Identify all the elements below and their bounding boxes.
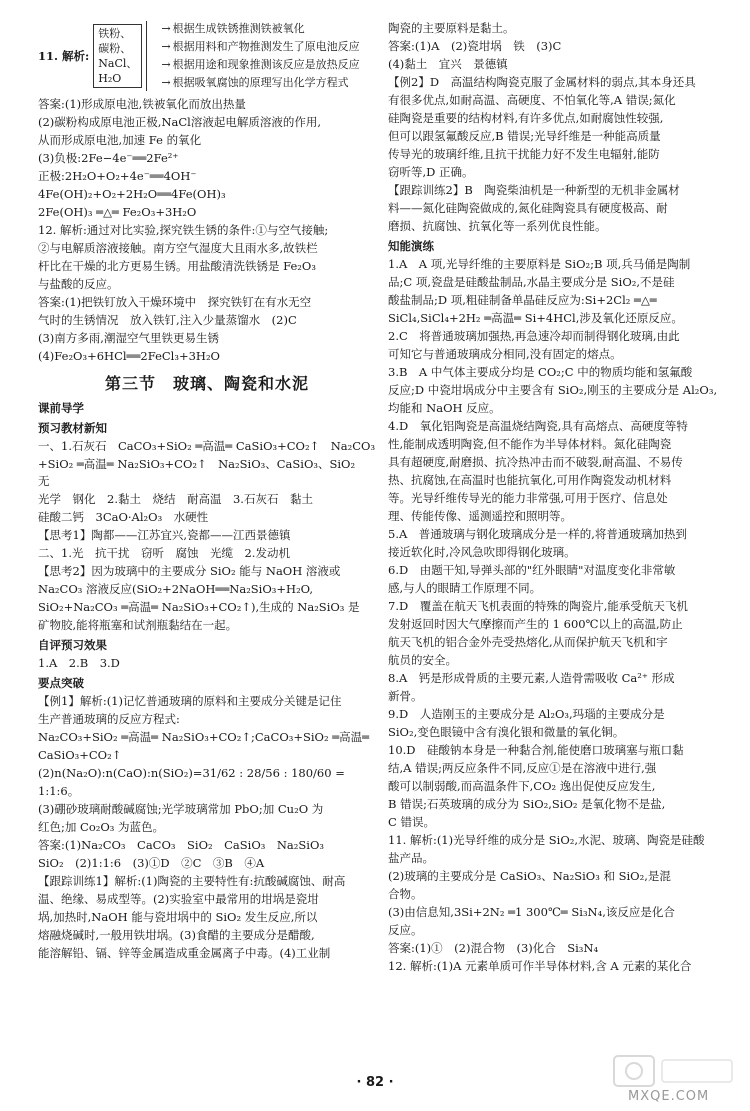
- text-line: 传导光的玻璃纤维,且抗干扰能力好不发生电辐射,能防: [388, 147, 660, 161]
- reactant-item: 碳粉、: [98, 42, 132, 55]
- text-line: 均能和 NaOH 反应。: [388, 401, 501, 415]
- reactant-item: H₂O: [98, 72, 122, 85]
- inference-item: → 根据生成铁锈推测铁被氧化: [161, 20, 359, 37]
- text-line: (2)碳粉构成原电池正极,NaCl溶液起电解质溶液的作用,: [38, 115, 321, 129]
- pre-guide-heading: 课前导学: [38, 401, 84, 415]
- text-line: SiO₂,变色眼镜中含有溴化银和微量的氧化铜。: [388, 725, 625, 739]
- text-line: 但可以跟氢氟酸反应,B 错误;光导纤维是一种能高质量: [388, 129, 661, 143]
- text-line: 理、传能传像、遥测遥控和照明等。: [388, 509, 572, 523]
- key-points-heading: 要点突破: [38, 676, 84, 690]
- text-line: 答案:(1)A (2)瓷坩埚 铁 (3)C: [388, 39, 562, 53]
- text-line: 反应;D 中瓷坩埚成分中主要含有 SiO₂,刚玉的主要成分是 Al₂O₃,: [388, 383, 718, 397]
- text-line: 答案:(1)把铁钉放入干燥环境中 探究铁钉在有水无空: [38, 295, 312, 309]
- answer-12: [38, 222, 376, 365]
- text-line: B 错误;石英玻璃的成分为 SiO₂,SiO₂ 是氧化物不是盐,: [388, 797, 666, 811]
- text-line: 航天飞机的铝合金外壳受热熔化,从而保护航天飞机和宇: [388, 635, 668, 649]
- text-line: 硅酸二钙 3CaO·Al₂O₃ 水硬性: [38, 510, 209, 524]
- text-line: Na₂CO₃ 溶液反应(SiO₂+2NaOH══Na₂SiO₃+H₂O,: [38, 582, 314, 596]
- text-line: SiO₂+Na₂CO₃ ═高温═ Na₂SiO₃+CO₂↑),生成的 Na₂SiO₃ 是: [38, 600, 360, 614]
- text-line: 一、1.石灰石 CaCO₃+SiO₂ ═高温═ CaSiO₃+CO₂↑ Na₂CO₃: [38, 439, 376, 453]
- right-top-body: [388, 20, 728, 235]
- self-eval-answers: 1.A 2.B 3.D: [38, 656, 120, 670]
- text-line: C 错误。: [388, 815, 435, 829]
- text-line: 可知它与普通玻璃成分相同,没有固定的熔点。: [388, 347, 622, 361]
- text-line: 温、绝缘、易成型等。(2)实验室中最常用的坩埚是瓷坩: [38, 892, 319, 906]
- text-line: (4)黏土 宜兴 景德镇: [388, 57, 508, 71]
- answer-11-body: [38, 96, 376, 221]
- text-line: 7.D 覆盖在航天飞机表面的特殊的陶瓷片,能承受航天飞机: [388, 599, 688, 613]
- text-line: 发射返回时因大气摩擦而产生的 1 600℃以上的高温,防止: [388, 617, 683, 631]
- text-line: 3.B A 中气体主要成分均是 CO₂;C 中的物质均能和氢氟酸: [388, 365, 693, 379]
- text-line: 答案:(1)Na₂CO₃ CaCO₃ SiO₂ CaSiO₃ Na₂SiO₃: [38, 838, 324, 852]
- text-line: 1:1:6。: [38, 784, 80, 798]
- text-line: 品;C 项,瓷盘是硅酸盐制品,水晶主要成分是 SiO₂,不是硅: [388, 275, 675, 289]
- key-points-body: [38, 693, 376, 962]
- page-number: · 82 ·: [356, 1075, 394, 1090]
- text-line: 6.D 由题干知,导弹头部的"红外眼睛"对温度变化非常敏: [388, 563, 676, 577]
- text-line: SiO₂ (2)1:1:6 (3)①D ②C ③B ④A: [38, 856, 265, 870]
- text-line: 等。光导纤维传导光的能力非常强,可用于医疗、信息处: [388, 491, 668, 505]
- text-line: 红色;加 Co₂O₃ 为蓝色。: [38, 820, 165, 834]
- text-line: 能溶解铅、镉、锌等金属造成重金属离子中毒。(4)工业制: [38, 946, 331, 960]
- text-line: 具有超硬度,耐磨损、抗冷热冲击而不破裂,耐高温、不易传: [388, 455, 683, 469]
- text-line: 新骨。: [388, 689, 423, 703]
- text-line: 【跟踪训练2】B 陶瓷柴油机是一种新型的无机非金属材: [388, 183, 680, 197]
- text-line: 杆比在干燥的北方更易生锈。用盐酸清洗铁锈是 Fe₂O₃: [38, 259, 316, 273]
- text-line: 答案:(1)① (2)混合物 (3)化合 Si₃N₄: [388, 941, 599, 955]
- left-column: [38, 20, 376, 963]
- text-line: 【思考2】因为玻璃中的主要成分 SiO₂ 能与 NaOH 溶液或: [38, 564, 341, 578]
- text-line: 生产普通玻璃的反应方程式:: [38, 712, 180, 726]
- text-line: 2.C 将普通玻璃加强热,再急速冷却而制得钢化玻璃,由此: [388, 329, 680, 343]
- text-line: 答案:(1)形成原电池,铁被氧化而放出热量: [38, 97, 246, 111]
- inference-item: → 根据用途和现象推测该反应是放热反应: [161, 56, 359, 73]
- text-line: CaSiO₃+CO₂↑: [38, 748, 122, 762]
- text-line: 【思考1】陶都——江苏宜兴,瓷都——江西景德镇: [38, 528, 291, 542]
- text-line: 8.A 钙是形成骨质的主要元素,人造骨需吸收 Ca²⁺ 形成: [388, 671, 675, 685]
- reactant-item: 铁粉、: [98, 27, 132, 40]
- text-line: 二、1.光 抗干扰 窃听 腐蚀 光缆 2.发动机: [38, 546, 290, 560]
- text-line: 酸可以制弱酸,而高温条件下,CO₂ 逸出促使反应发生,: [388, 779, 656, 793]
- text-line: 5.A 普通玻璃与钢化玻璃成分是一样的,将普通玻璃加热到: [388, 527, 687, 541]
- text-line: 陶瓷的主要原料是黏土。: [388, 21, 515, 35]
- text-line: 酸盐制品;D 项,粗硅制备单晶硅反应为:Si+2Cl₂ ═△═: [388, 293, 657, 307]
- text-line: 光学 钢化 2.黏土 烧结 耐高温 3.石灰石 黏土: [38, 492, 313, 506]
- text-line: (2)玻璃的主要成分是 CaSiO₃、Na₂SiO₃ 和 SiO₂,是混: [388, 869, 671, 883]
- section-title: 第三节 玻璃、陶瓷和水泥: [104, 374, 309, 393]
- text-line: (3)负极:2Fe−4e⁻══2Fe²⁺: [38, 151, 179, 165]
- text-line: 12. 解析:(1)A 元素单质可作半导体材料,含 A 元素的某化合: [388, 959, 692, 973]
- text-line: 11. 解析:(1)光导纤维的成分是 SiO₂,水泥、玻璃、陶瓷是硅酸: [388, 833, 705, 847]
- text-line: 【例1】解析:(1)记忆普通玻璃的原料和主要成分关键是记住: [38, 694, 342, 708]
- practice-body: [388, 256, 728, 975]
- watermark-text: MXQE.COM: [628, 1089, 710, 1104]
- text-line: 感,与人的眼睛工作原理不同。: [388, 581, 542, 595]
- text-line: 航员的安全。: [388, 653, 457, 667]
- text-line: 12. 解析:通过对比实验,探究铁生锈的条件:①与空气接触;: [38, 223, 329, 237]
- answer-11-label: 11. 解析:: [38, 48, 90, 63]
- text-line: 熔融烧碱时,一般用铁坩埚。(3)食醋的主要成分是醋酸,: [38, 928, 315, 942]
- text-line: +SiO₂ ═高温═ Na₂SiO₃+CO₂↑ Na₂SiO₃、CaSiO₃、SiO₂ 无: [38, 457, 367, 488]
- text-line: 正极:2H₂O+O₂+4e⁻══4OH⁻: [38, 169, 197, 183]
- text-line: (3)南方多雨,潮湿空气里铁更易生锈: [38, 331, 219, 345]
- text-line: 窃听等,D 正确。: [388, 165, 474, 179]
- text-line: 4.D 氧化铝陶瓷是高温烧结陶瓷,具有高熔点、高硬度等特: [388, 419, 688, 433]
- text-line: 结,A 错误;两反应条件不同,反应①是在溶液中进行,强: [388, 761, 657, 775]
- reactant-item: NaCl、: [98, 57, 138, 70]
- right-column: [388, 20, 728, 976]
- text-line: 10.D 硅酸钠本身是一种黏合剂,能使磨口玻璃塞与瓶口黏: [388, 743, 684, 757]
- text-line: SiCl₄,SiCl₄+2H₂ ═高温═ Si+4HCl,涉及氧化还原反应。: [388, 311, 683, 325]
- text-line: 矿物胶,能将瓶塞和试剂瓶黏结在一起。: [38, 618, 238, 632]
- text-line: 接近软化时,冷风急吹即得钢化玻璃。: [388, 545, 576, 559]
- text-line: 反应。: [388, 923, 423, 937]
- text-line: ②与电解质溶液接触。南方空气湿度大且雨水多,故铁栏: [38, 241, 318, 255]
- answer-11-diagram: [38, 20, 376, 92]
- text-line: 合物。: [388, 887, 423, 901]
- text-line: 与盐酸的反应。: [38, 277, 119, 291]
- inference-item: → 根据吸氧腐蚀的原理写出化学方程式: [161, 74, 359, 91]
- text-line: Na₂CO₃+SiO₂ ═高温═ Na₂SiO₃+CO₂↑;CaCO₃+SiO₂ ═高温═: [38, 730, 370, 744]
- text-line: 磨损、抗腐蚀、抗氧化等一系列优良性能。: [388, 219, 607, 233]
- reactant-box: [93, 24, 142, 88]
- text-line: 9.D 人造刚玉的主要成分是 Al₂O₃,玛瑙的主要成分是: [388, 707, 665, 721]
- text-line: (2)n(Na₂O):n(CaO):n(SiO₂)=31/62 : 28/56 : 180/60 =: [38, 766, 345, 780]
- self-eval-heading: 自评预习效果: [38, 638, 107, 652]
- text-line: 【例2】D 高温结构陶瓷克服了金属材料的弱点,其本身还具: [388, 75, 696, 89]
- text-line: 4Fe(OH)₂+O₂+2H₂O══4Fe(OH)₃: [38, 187, 226, 201]
- text-line: 热、抗腐蚀,在高温时也能抗氧化,可用作陶瓷发动机材料: [388, 473, 672, 487]
- inference-item: → 根据用料和产物推测发生了原电池反应: [161, 38, 359, 55]
- text-line: 2Fe(OH)₃ ═△═ Fe₂O₃+3H₂O: [38, 205, 197, 219]
- text-line: 气时的生锈情况 放入铁钉,注入少量蒸馏水 (2)C: [38, 313, 297, 327]
- text-line: 【跟踪训练1】解析:(1)陶瓷的主要特性有:抗酸碱腐蚀、耐高: [38, 874, 346, 888]
- inference-list: [161, 20, 359, 92]
- text-line: (3)硼砂玻璃耐酸碱腐蚀;光学玻璃常加 PbO;加 Cu₂O 为: [38, 802, 324, 816]
- preview-body: [38, 438, 376, 634]
- preview-heading: 预习教材新知: [38, 421, 107, 435]
- text-line: 硅陶瓷是重要的结构材料,有许多优点,如耐腐蚀性较强,: [388, 111, 664, 125]
- practice-heading: 知能演练: [388, 239, 434, 253]
- text-line: 埚,加热时,NaOH 能与瓷坩埚中的 SiO₂ 发生反应,所以: [38, 910, 318, 924]
- text-line: 盐产品。: [388, 851, 434, 865]
- text-line: (3)由信息知,3Si+2N₂ ═1 300℃═ Si₃N₄,该反应是化合: [388, 905, 675, 919]
- text-line: 有很多优点,如耐高温、高硬度、不怕氧化等,A 错误;氮化: [388, 93, 676, 107]
- text-line: 从而形成原电池,加速 Fe 的氧化: [38, 133, 202, 147]
- text-line: (4)Fe₂O₃+6HCl══2FeCl₃+3H₂O: [38, 349, 220, 363]
- bracket-lines: [146, 21, 161, 91]
- text-line: 1.A A 项,光导纤维的主要原料是 SiO₂;B 项,兵马俑是陶制: [388, 257, 691, 271]
- text-line: 性,能制成透明陶瓷,但不能作为半导体材料。氮化硅陶瓷: [388, 437, 672, 451]
- text-line: 料——氮化硅陶瓷做成的,氮化硅陶瓷具有硬度极高、耐: [388, 201, 668, 215]
